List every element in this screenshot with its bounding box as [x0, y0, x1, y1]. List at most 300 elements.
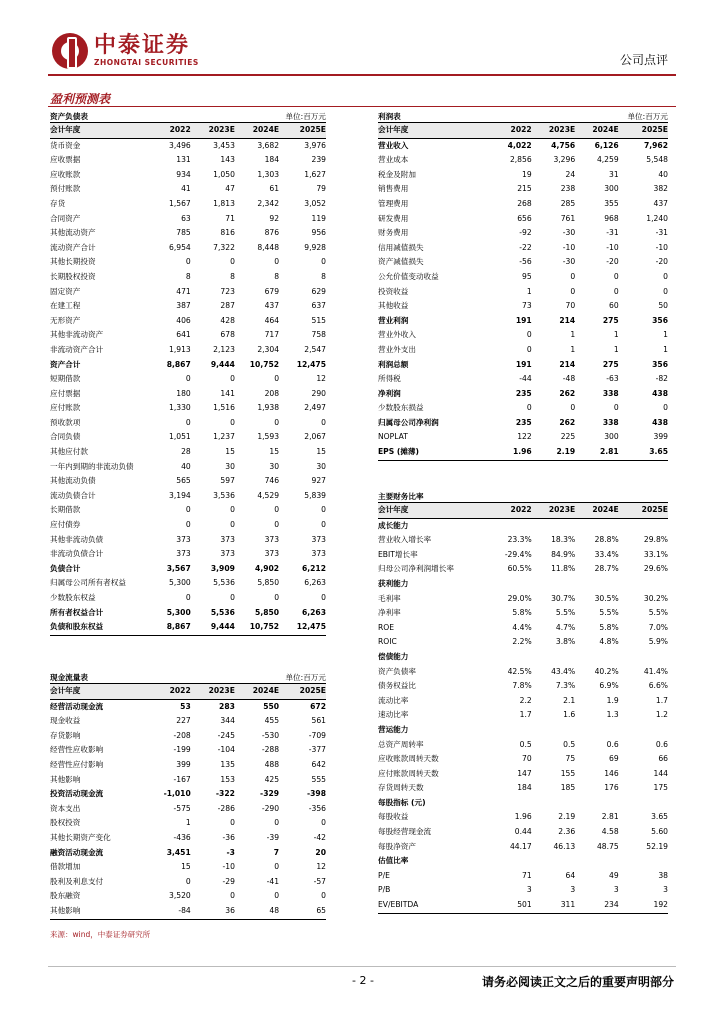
row-label: 非流动资产合计: [50, 344, 104, 354]
cell-value: 3,296: [553, 155, 576, 165]
table-row: [50, 831, 326, 846]
financial-ratios-panel: [378, 489, 668, 914]
cell-value: 437: [264, 301, 280, 311]
cell-value: 355: [604, 198, 619, 208]
table-row: [50, 460, 326, 475]
cell-value: 2,067: [304, 432, 326, 442]
cell-value: 1: [526, 286, 532, 296]
table-row: [50, 430, 326, 445]
row-label: 长期股权投资: [50, 271, 96, 281]
cell-value: [488, 650, 532, 665]
table-row: [50, 372, 326, 387]
cell-value: 2.81: [601, 812, 619, 822]
cell-value: 8,867: [149, 620, 190, 635]
cell-value: 0: [321, 891, 326, 901]
cell-value: -57: [313, 876, 326, 886]
cell-value: 1,237: [213, 432, 235, 442]
table-row: [50, 358, 326, 373]
row-label: 一年内到期的非流动负债: [50, 461, 134, 471]
cell-value: 597: [220, 476, 235, 486]
cell-value: 338: [602, 388, 619, 398]
cell-value: 1.7: [519, 710, 532, 720]
cell-value: 41.4%: [643, 666, 668, 676]
table-row: [50, 904, 326, 919]
cell-value: 3,451: [166, 847, 191, 857]
cell-value: 227: [176, 716, 191, 726]
cell-value: 816: [220, 228, 235, 238]
cell-value: 12,475: [279, 620, 326, 635]
cell-value: 637: [311, 301, 326, 311]
cell-value: 18.3%: [551, 535, 576, 545]
cell-value: 3.65: [619, 445, 668, 460]
cell-value: 300: [604, 184, 619, 194]
cell-value: 225: [560, 432, 576, 442]
cell-value: -92: [519, 228, 532, 238]
cell-value: 717: [264, 330, 280, 340]
cell-value: [532, 723, 576, 738]
cell-value: 0: [526, 330, 532, 340]
cell-value: 3: [663, 885, 668, 895]
cell-value: 144: [653, 768, 668, 778]
cell-value: [488, 577, 532, 592]
cell-value: 4.7%: [555, 622, 576, 632]
cell-value: 2.1: [563, 695, 576, 705]
cell-value: 146: [604, 768, 619, 778]
row-label: 流动资产合计: [50, 242, 96, 252]
cashflow-title-row: [50, 670, 326, 684]
cell-value: 0.5: [519, 739, 532, 749]
logo-emblem: [52, 33, 88, 69]
table-row: [378, 723, 668, 738]
cell-value: [575, 854, 619, 869]
cell-value: -398: [306, 789, 326, 799]
cell-value: 70: [565, 301, 576, 311]
cell-value: 300: [604, 432, 619, 442]
cell-value: 488: [264, 759, 280, 769]
cell-value: 501: [488, 898, 532, 913]
cell-value: 131: [176, 155, 191, 165]
cell-value: 6.9%: [599, 681, 619, 691]
cell-value: 934: [176, 169, 191, 179]
section-title: 盈利预测表: [50, 92, 111, 106]
cell-value: 7.8%: [512, 681, 532, 691]
cell-value: 0: [526, 344, 532, 354]
cell-value: -36: [222, 832, 235, 842]
cell-value: 3,520: [169, 891, 191, 901]
header-divider: [48, 74, 676, 76]
cell-value: 1.9: [606, 695, 619, 705]
row-label: 所有者权益合计: [50, 607, 104, 617]
cell-value: 6,954: [169, 242, 191, 252]
cell-value: 0: [274, 862, 280, 872]
cell-value: 2,856: [509, 155, 532, 165]
income-statement-panel: [378, 109, 668, 461]
column-header: 会计年度: [378, 503, 488, 518]
cell-value: 71: [522, 870, 532, 880]
table-row: [378, 548, 668, 563]
cell-value: 356: [652, 315, 668, 325]
cell-value: 175: [653, 783, 668, 793]
cell-value: 428: [220, 315, 235, 325]
cell-value: 5.9%: [648, 637, 668, 647]
cell-value: 0: [274, 505, 280, 515]
table-row: [50, 846, 326, 861]
balance-sheet-panel: [50, 109, 326, 636]
cell-value: -82: [655, 374, 668, 384]
cell-value: 64: [565, 870, 576, 880]
cell-value: 1,050: [213, 169, 235, 179]
table-row: [50, 562, 326, 577]
cell-value: 0: [526, 403, 532, 413]
table-row: [378, 372, 668, 387]
row-label: 其他非流动负债: [50, 534, 104, 544]
cell-value: 1,567: [169, 198, 191, 208]
cell-value: 0: [274, 593, 280, 602]
cell-value: 455: [264, 716, 280, 726]
cell-value: 92: [269, 213, 280, 223]
cell-value: 0.5: [563, 739, 576, 749]
cell-value: 65: [279, 904, 326, 919]
table-row: [50, 729, 326, 744]
cell-value: 0: [321, 417, 326, 427]
cell-value: -10: [222, 862, 235, 872]
table-row: [378, 416, 668, 431]
cell-value: 0: [274, 520, 280, 530]
cell-value: 122: [517, 432, 532, 442]
table-row: [378, 197, 668, 212]
cell-value: 6,212: [301, 563, 326, 573]
row-label: 其他流动负债: [50, 476, 96, 486]
cell-value: 184: [517, 783, 532, 793]
row-label: 归属母公司所有者权益: [50, 578, 126, 588]
table-row: [378, 299, 668, 314]
cell-value: 9,928: [304, 242, 326, 252]
cell-value: [575, 650, 619, 665]
cell-value: 71: [225, 213, 235, 223]
table-row: [378, 577, 668, 592]
row-label: 投资收益: [378, 286, 409, 296]
disclaimer: 请务必阅读正文之后的重要声明部分: [481, 975, 674, 989]
cell-value: 0.6: [655, 739, 668, 749]
column-header: 2025E: [619, 123, 668, 138]
cell-value: 61: [269, 184, 280, 194]
table-row: [50, 474, 326, 489]
cell-value: 8: [321, 271, 326, 281]
cell-value: 0: [570, 271, 576, 281]
cell-value: -39: [266, 832, 280, 842]
table-row: [378, 592, 668, 607]
cell-value: 238: [560, 184, 576, 194]
table-row: [50, 212, 326, 227]
cell-value: 48.75: [596, 841, 619, 851]
cell-value: 3.65: [651, 812, 668, 822]
cell-value: 1: [185, 818, 191, 828]
cell-value: 15: [269, 447, 280, 457]
cell-value: 3,909: [210, 563, 235, 573]
row-label: 现金收益: [50, 716, 81, 726]
row-label: 投资活动现金流: [50, 789, 104, 799]
cell-value: 1,938: [257, 403, 280, 413]
row-label: 每股指标 (元): [378, 797, 426, 807]
cell-value: 262: [559, 388, 576, 398]
section-divider: [48, 106, 676, 107]
table-row: [378, 358, 668, 373]
table-row: [378, 314, 668, 329]
row-label: 营业收入: [378, 140, 409, 150]
row-label: 少数股东权益: [50, 593, 96, 602]
cell-value: 1,516: [213, 403, 235, 413]
cell-value: 79: [316, 184, 326, 194]
row-label: 营业外支出: [378, 344, 416, 354]
row-label: EPS (摊薄): [378, 445, 488, 460]
cell-value: 30: [225, 461, 235, 471]
cell-value: 234: [575, 898, 619, 913]
cell-value: 311: [532, 898, 576, 913]
row-label: EBIT增长率: [378, 549, 418, 559]
cell-value: 629: [311, 286, 326, 296]
table-row: [50, 503, 326, 518]
row-label: 流动比率: [378, 695, 409, 705]
row-label: 其他长期投资: [50, 257, 96, 267]
cell-value: 135: [220, 759, 235, 769]
cell-value: 956: [311, 228, 326, 238]
cell-value: 268: [517, 198, 532, 208]
cell-value: 6,126: [594, 140, 619, 150]
row-label: 固定资产: [50, 286, 81, 296]
cell-value: 42.5%: [507, 666, 532, 676]
row-label: 负债合计: [50, 563, 81, 573]
cell-value: 23.3%: [507, 535, 532, 545]
cell-value: 0: [185, 593, 191, 602]
cell-value: 5.60: [651, 827, 668, 837]
cell-value: 1.3: [606, 710, 619, 720]
income-unit: 单位:百万元: [627, 112, 668, 121]
cell-value: 5,850: [255, 607, 280, 617]
table-row: [50, 489, 326, 504]
cell-value: 0: [185, 257, 191, 267]
cell-value: [488, 796, 532, 811]
row-label: 财务费用: [378, 228, 409, 238]
cell-value: 9,444: [191, 620, 235, 635]
cell-value: 0: [663, 271, 668, 281]
cell-value: -329: [260, 789, 280, 799]
cell-value: 275: [602, 359, 619, 369]
row-label: 管理费用: [378, 198, 409, 208]
cell-value: 1,627: [304, 169, 326, 179]
cell-value: 1: [613, 330, 619, 340]
cell-value: 387: [176, 301, 191, 311]
cell-value: 0: [230, 818, 235, 828]
cell-value: 0: [274, 374, 280, 384]
table-row: [50, 518, 326, 533]
cell-value: 7,322: [213, 242, 235, 252]
cell-value: 41: [181, 184, 191, 194]
cell-value: 399: [176, 759, 191, 769]
row-label: 其他收益: [378, 301, 409, 311]
cell-value: -41: [266, 876, 280, 886]
column-header: 2022: [488, 503, 532, 518]
cell-value: 425: [264, 774, 280, 784]
table-row: [50, 591, 326, 606]
row-label: 营业利润: [378, 315, 409, 325]
cell-value: 4.4%: [512, 622, 532, 632]
cell-value: 4.8%: [599, 637, 619, 647]
cell-value: 2.2: [519, 695, 532, 705]
cell-value: 15: [225, 447, 235, 457]
cell-value: 28.7%: [594, 564, 619, 574]
cell-value: 672: [310, 701, 326, 711]
row-label: 资产减值损失: [378, 257, 424, 267]
cell-value: 33.1%: [643, 549, 668, 559]
cell-value: 464: [264, 315, 280, 325]
cell-value: 0: [274, 417, 280, 427]
cell-value: -709: [308, 730, 326, 740]
cell-value: 1,303: [257, 169, 280, 179]
table-row: [50, 299, 326, 314]
cell-value: 30.2%: [643, 593, 668, 603]
table-row: [378, 226, 668, 241]
table-row: [50, 533, 326, 548]
column-header: 2022: [149, 684, 190, 699]
cell-value: 4.58: [601, 827, 619, 837]
cell-value: 4,529: [257, 490, 280, 500]
cell-value: 60.5%: [507, 564, 532, 574]
cell-value: 7,962: [643, 140, 668, 150]
cell-value: 12: [316, 374, 326, 384]
table-row: [378, 518, 668, 533]
cell-value: [619, 796, 668, 811]
cell-value: -436: [173, 832, 191, 842]
cell-value: 344: [220, 716, 235, 726]
cell-value: 2,497: [304, 403, 326, 413]
table-row: [50, 255, 326, 270]
cell-value: 30.5%: [594, 593, 619, 603]
cell-value: 63: [181, 213, 191, 223]
cell-value: 1: [663, 330, 668, 340]
cell-value: 4,756: [551, 140, 576, 150]
table-row: [50, 802, 326, 817]
cell-value: -575: [173, 803, 191, 813]
cell-value: 214: [559, 315, 576, 325]
cell-value: 0: [185, 876, 191, 886]
cell-value: 0: [570, 403, 576, 413]
row-label: 经营性应付影响: [50, 759, 104, 769]
cell-value: [619, 854, 668, 869]
cell-value: 29.6%: [643, 564, 668, 574]
row-label: 净利率: [378, 608, 401, 618]
cell-value: 50: [658, 301, 668, 311]
cell-value: 642: [311, 759, 326, 769]
cell-value: -48: [562, 374, 576, 384]
cashflow-panel: [50, 670, 326, 920]
cell-value: -245: [217, 730, 235, 740]
cell-value: 0: [230, 505, 235, 515]
column-header: 2023E: [532, 503, 576, 518]
table-row: [378, 869, 668, 884]
row-label: 借款增加: [50, 862, 81, 872]
cell-value: 29.8%: [643, 535, 668, 545]
row-label: 其他影响: [50, 774, 81, 784]
cell-value: 20: [315, 847, 326, 857]
row-label: 归母公司净利润增长率: [378, 564, 454, 574]
cell-value: 2,304: [257, 344, 280, 354]
document-type: 公司点评: [619, 53, 668, 67]
cell-value: 95: [522, 271, 532, 281]
row-label: 其他影响: [50, 904, 149, 919]
cell-value: -29.4%: [504, 549, 532, 559]
table-row: [50, 168, 326, 183]
cell-value: 2,547: [304, 344, 326, 354]
table-row: [378, 401, 668, 416]
cell-value: 3: [526, 885, 532, 895]
cell-value: -1,010: [163, 789, 191, 799]
cell-value: 0: [230, 257, 235, 267]
row-label: 无形资产: [50, 315, 81, 325]
cell-value: 36: [191, 904, 235, 919]
row-label: 合同负债: [50, 432, 81, 442]
cell-value: 5,536: [213, 578, 235, 588]
cell-value: 761: [560, 213, 576, 223]
cell-value: 406: [176, 315, 191, 325]
cell-value: 0: [321, 257, 326, 267]
cell-value: 6,263: [301, 607, 326, 617]
balance-table: [50, 123, 326, 636]
row-label: 存货影响: [50, 730, 81, 740]
cashflow-title: 现金流量表: [50, 673, 88, 682]
cell-value: 0: [321, 593, 326, 602]
table-row: [50, 401, 326, 416]
table-row: [50, 758, 326, 773]
cell-value: [619, 577, 668, 592]
cell-value: 3,496: [169, 140, 191, 150]
cell-value: [575, 723, 619, 738]
row-label: 流动负债合计: [50, 490, 96, 500]
cell-value: 192: [619, 898, 668, 913]
cell-value: 75: [565, 754, 576, 764]
cell-value: 0: [230, 593, 235, 602]
cell-value: 746: [264, 476, 280, 486]
table-row: [378, 168, 668, 183]
cell-value: 438: [652, 417, 668, 427]
table-row: [378, 883, 668, 898]
cell-value: 0: [274, 818, 280, 828]
cell-value: 2,342: [257, 198, 280, 208]
cell-value: 758: [311, 330, 326, 340]
cell-value: 3,052: [304, 198, 326, 208]
row-label: P/B: [378, 885, 391, 895]
cell-value: 49: [609, 870, 619, 880]
row-label: 其他流动资产: [50, 228, 96, 238]
cell-value: 28.8%: [594, 535, 619, 545]
cell-value: 373: [311, 549, 326, 559]
cell-value: 679: [264, 286, 280, 296]
table-row: [50, 285, 326, 300]
cell-value: 5,548: [646, 155, 668, 165]
cell-value: 0: [230, 374, 235, 384]
table-row: [378, 153, 668, 168]
row-label: 其他长期资产变化: [50, 832, 111, 842]
cashflow-header-row: [50, 684, 326, 699]
cell-value: 1: [613, 344, 619, 354]
cell-value: 471: [176, 286, 191, 296]
cell-value: 8,448: [257, 242, 280, 252]
cell-value: 0: [230, 520, 235, 530]
table-row: [378, 212, 668, 227]
cell-value: 0: [570, 286, 576, 296]
table-row: [50, 138, 326, 153]
cell-value: 1.2: [655, 710, 668, 720]
cell-value: 235: [515, 417, 532, 427]
